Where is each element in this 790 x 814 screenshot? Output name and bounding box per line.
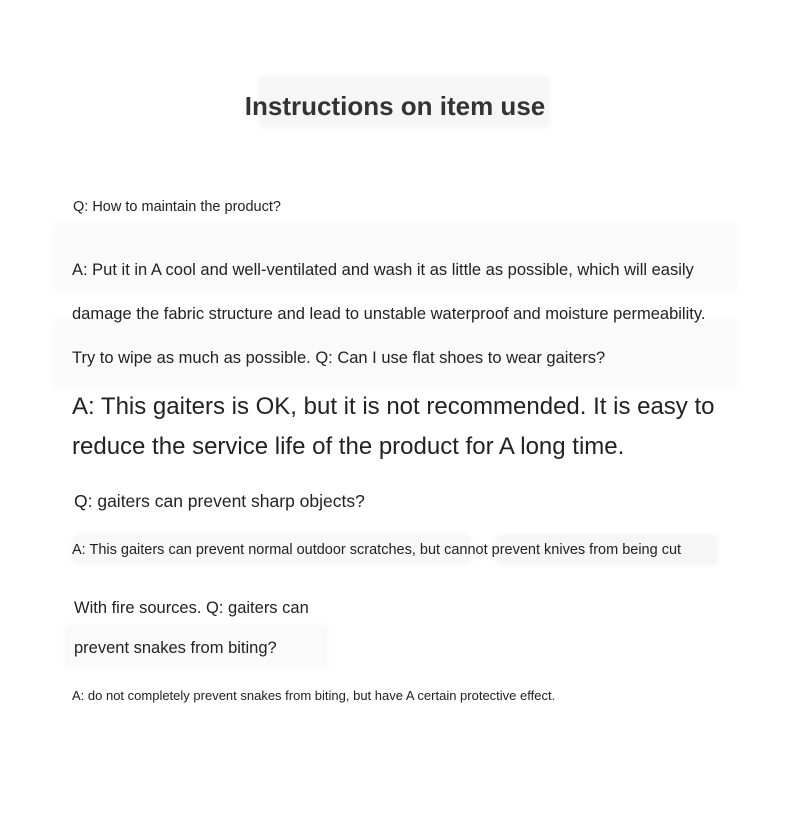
page-title: Instructions on item use — [244, 91, 546, 121]
faq-answer-snakes: A: do not completely prevent snakes from biting, but have A certain protective effect. — [72, 688, 556, 703]
faq-question-sharp-objects: Q: gaiters can prevent sharp objects? — [74, 491, 365, 511]
faq-answer-sharp-objects-continued: With fire sources. Q: gaiters can prevent snakes from biting? — [74, 599, 309, 657]
faq-question-maintenance: Q: How to maintain the product? — [73, 199, 281, 215]
faq-answer-sharp-objects: A: This gaiters can prevent normal outdoor scratches, but cannot prevent knives from being cut — [72, 542, 682, 558]
faq-answer-maintenance: A: Put it in A cool and well-ventilated and wash it as little as possible, which will easily damage the fabric structure and lead to unstable waterproof and moisture permeability. Try to wipe as much as possible. Q: Can I use flat shoes to wear gaiters? — [72, 261, 706, 367]
faq-answer-flat-shoes: A: This gaiters is OK, but it is not recommended. It is easy to reduce the service life of the product for A long time. — [72, 393, 715, 460]
